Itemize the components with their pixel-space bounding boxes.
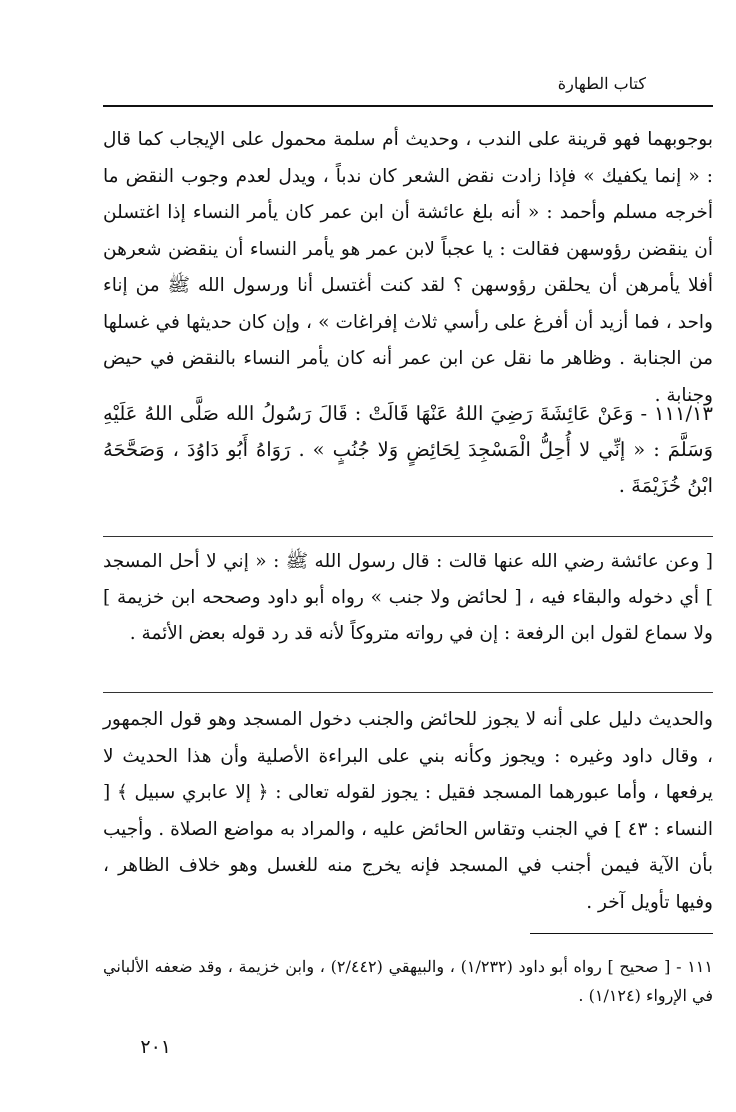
commentary-paragraph-1	[103, 122, 713, 414]
section-divider	[103, 536, 713, 537]
commentary-paragraph-3	[103, 702, 713, 921]
hadith-body: - وَعَنْ عَائِشَةَ رَضِيَ اللهُ عَنْهَا قَالَتْ : قَالَ رَسُولُ الله صَلَّى اللهُ عَلَيْهِ وَسَلَّمَ : « إنِّي لا أُحِلُّ الْمَسْجِدَ لِحَائِضٍ وَلا جُنُبٍ » . رَوَاهُ أَبُو دَاوُدَ ، وَصَحَّحَهُ ابْنُ خُزَيْمَةَ .	[103, 402, 713, 497]
hadith-number: ١١١/١٣	[654, 402, 713, 425]
running-title: كتاب الطهارة	[557, 74, 646, 93]
paragraph-text: والحديث دليل على أنه لا يجوز للحائض والجنب دخول المسجد وهو قول الجمهور ، وقال داود وغيره : ويجوز وكأنه بني على البراءة الأصلية وأن هذا الحديث لا يرفعها ، وأما عبورهما المسجد فقيل : يجوز لقوله تعالى : ﴿ إلا عابري سبيل ﴾ [ النساء : ٤٣ ] في الجنب وتقاس الحائض عليه ، والمراد به مواضع الصلاة . وأجيب بأن الآية فيمن أجنب في المسجد فإنه يخرج منه للغسل وهو خلاف الظاهر ، وفيها تأويل آخر .	[103, 709, 713, 913]
footnote-text: ١١١ - [ صحيح ] رواه أبو داود (١/٢٣٢) ، والبيهقي (٢/٤٤٢) ، وابن خزيمة ، وقد ضعفه الألباني في الإرواء (١/١٢٤) .	[103, 957, 713, 1005]
section-divider	[103, 692, 713, 693]
footnote-rule	[530, 933, 713, 934]
paragraph-text: [ وعن عائشة رضي الله عنها قالت : قال رسول الله ﷺ : « إني لا أحل المسجد ] أي دخوله والبقاء فيه ، [ لحائض ولا جنب » رواه أبو داود وصححه ابن خزيمة ] ولا سماع لقول ابن الرفعة : إن في رواته متروكاً لأنه قد رد قوله بعض الأئمة .	[103, 551, 713, 644]
page-number: ٢٠١	[140, 1036, 171, 1058]
hadith-text	[103, 396, 713, 504]
paragraph-text: بوجوبهما فهو قرينة على الندب ، وحديث أم سلمة محمول على الإيجاب كما قال : « إنما يكفيك » فإذا زادت نقض الشعر كان ندباً ، ويدل لعدم وجوب النقض ما أخرجه مسلم وأحمد : « أنه بلغ عائشة أن ابن عمر كان يأمر النساء إذا اغتسلن أن ينقضن رؤوسهن فقالت : يا عجباً لابن عمر هو يأمر النساء أن ينقضن شعرهن أفلا يأمرهن أن يحلقن رؤوسهن ؟ لقد كنت أغتسل أنا ورسول الله ﷺ من إناء واحد ، فما أزيد أن أفرغ على رأسي ثلاث إفراغات » ، وإن كان حديثها في غسلها من الجنابة . وظاهر ما نقل عن ابن عمر أنه كان يأمر النساء بالنقض في حيض وجنابة .	[103, 129, 713, 406]
footnote	[103, 952, 713, 1010]
hadith-paragraph	[103, 396, 713, 504]
header-rule	[103, 105, 713, 107]
commentary-paragraph-2	[103, 544, 713, 652]
